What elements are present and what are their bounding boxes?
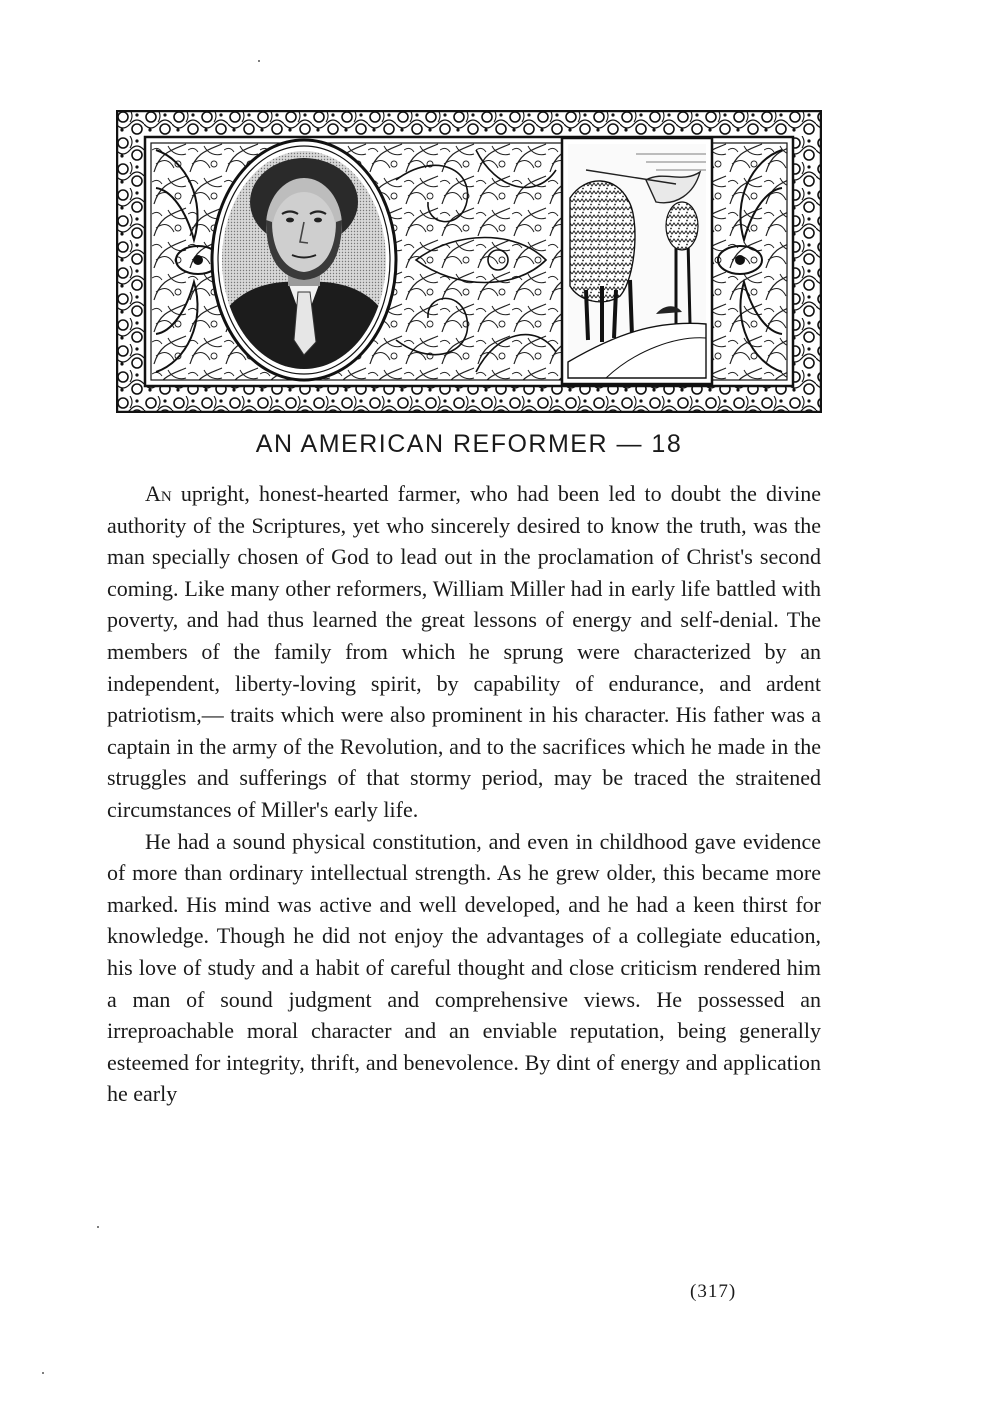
paragraph — [107, 478, 821, 826]
chapter-title: AN AMERICAN REFORMER — 18 — [255, 430, 683, 458]
paragraph-text: He had a sound physical constitution, and even in childhood gave evidence of more than ordinary intellectual strength. As he grew older, this became more marked. His mind was active and well developed, and he had a keen thirst for knowledge. Though he did not enjoy the advantages of a collegiate education, his love of study and a habit of careful thought and close criticism rendered him a man of sound judgment and comprehensive views. He possessed an irreproachable moral character and an enviable reputation, being generally esteemed for integrity, thrift, and benevolence. By dint of energy and application he early — [107, 828, 821, 1107]
paragraph-lead-word: An — [145, 481, 172, 506]
ornamental-border-svg — [116, 110, 822, 413]
paragraph-text: upright, honest-hearted farmer, who had been led to doubt the divine authority of the Scriptures, yet who sincerely desired to know the truth, was the man specially chosen of God to lead out in the proclamation of Christ's second coming. Like many other reformers, William Miller had in early life battled with poverty, and had thus learned the great lessons of energy and self-denial. The members of the family from which he sprung were characterized by an independent, liberty-loving spirit, by capability of endurance, and ardent patriotism,— traits which were also prominent in his character. His father was a captain in the army of the Revolution, and to the sacrifices which he made in the struggles and sufferings of that stormy period, may be traced the straitened circumstances of Miller's early life. — [107, 481, 821, 822]
paragraph — [107, 826, 821, 1110]
scan-speck — [42, 1372, 44, 1374]
chapter-body — [107, 478, 821, 1110]
page-number: (317) — [690, 1281, 737, 1302]
scan-speck — [97, 1226, 99, 1228]
chapter-header-illustration — [116, 110, 822, 413]
scan-speck — [258, 60, 260, 62]
